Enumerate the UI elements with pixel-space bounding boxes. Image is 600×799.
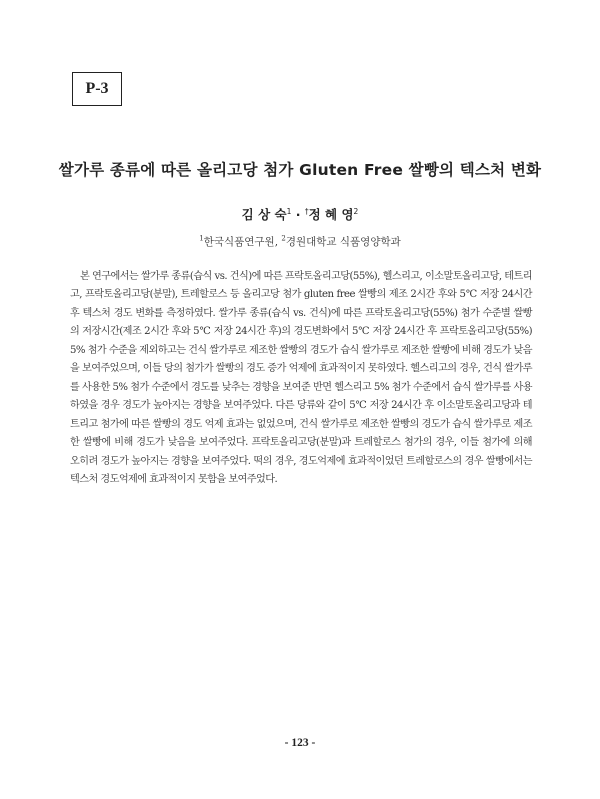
session-code-box: [72, 72, 122, 106]
affiliation-2-mark: 2: [281, 234, 286, 243]
paper-title: 쌀가루 종류에 따른 올리고당 첨가 Gluten Free 쌀빵의 텍스처 변화: [58, 161, 542, 179]
abstract-body: 본 연구에서는 쌀가루 종류(습식 vs. 건식)에 따른 프락토올리고당(55%), 헬스리고, 이소말토올리고당, 테트리고, 프락토올리고당(분말), 트레할로스 등 올리고당 첨가 gluten free 쌀빵의 제조 2시간 후와 5℃ 저장 24시간 후 텍스처 경도 변화를 측정하였다. 쌀가루 종류(습식 vs. 건식)에 따른 프락토올리고당(55%) 첨가 수준별 쌀빵의 저장시간(제조 2시간 후와 5℃ 저장 24시간 후)의 경도변화에서 5℃ 저장 24시간 후 프락토올리고당(55%) 5% 첨가 수준을 제외하고는 건식 쌀가루로 제조한 쌀빵의 경도가 습식 쌀가루로 제조한 쌀빵에 비해 경도가 낮음을 보여주었으며, 이들 당의 첨가가 쌀빵의 경도 증가 억제에 효과적이지 못하였다. 헬스리고의 경우, 건식 쌀가루를 사용한 5% 첨가 수준에서 경도를 낮추는 경향을 보여준 반면 헬스리고 5% 첨가 수준에서 습식 쌀가루를 사용하였을 경우 경도가 높아지는 경향을 보여주었다. 다른 당류와 같이 5℃ 저장 24시간 후 이소말토올리고당과 테트리고 첨가에 따른 쌀빵의 경도 억제 효과는 없었으며, 건식 쌀가루로 제조한 쌀빵의 경도가 습식 쌀가루로 제조한 쌀빵에 비해 경도가 낮음을 보여주었다. 프락토올리고당(분말)과 트레할로스 첨가의 경우, 이들 첨가에 의해 오히려 경도가 높아지는 경향을 보여주었다. 떡의 경우, 경도억제에 효과적이었던 트레할로스의 경우 쌀빵에서는 텍스처 경도억제에 효과적이지 못함을 보여주었다.: [70, 271, 532, 485]
corresponding-author-mark: †: [304, 206, 309, 216]
author-1-affil-mark: 1: [286, 206, 292, 216]
session-code: P-3: [85, 80, 109, 97]
author-2-affil-mark: 2: [353, 206, 359, 216]
affiliation-line: [40, 234, 560, 249]
author-2-name: 정 혜 영: [308, 207, 354, 222]
author-separator: ·: [291, 207, 305, 222]
affiliation-2: 경원대학교 식품영양학과: [285, 236, 401, 248]
page-number: - 123 -: [284, 737, 316, 749]
affiliation-1-mark: 1: [199, 234, 204, 243]
affiliation-1: 한국식품연구원,: [203, 236, 282, 248]
author-line: [40, 205, 560, 223]
author-1-name: 김 상 숙: [241, 207, 287, 222]
